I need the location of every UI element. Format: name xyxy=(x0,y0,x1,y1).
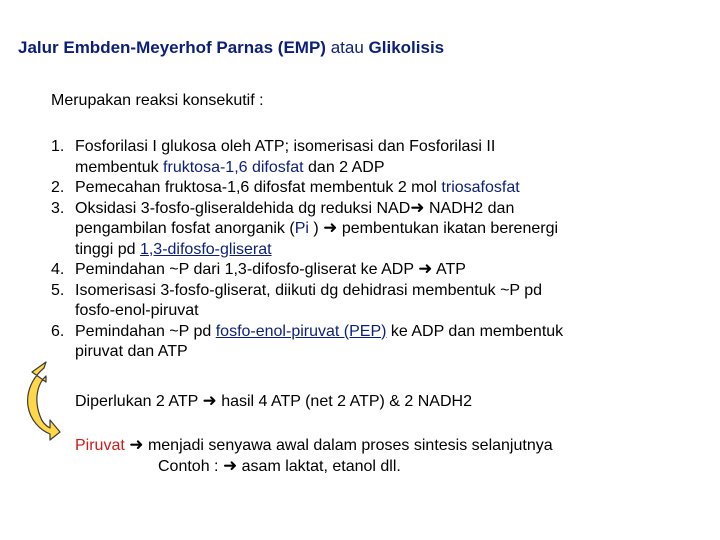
step-text: dan 2 ADP xyxy=(308,158,385,176)
example-text: asam laktat, etanol dll. xyxy=(241,458,401,475)
step-number: 6. xyxy=(51,322,65,340)
piruvat-text: menjadi senyawa awal dalam proses sintesis selanjutnya xyxy=(147,437,553,454)
step-text: Pemindahan ~P pd xyxy=(75,322,212,340)
piruvat-line xyxy=(75,436,553,455)
step-5-line-2: fosfo-enol-piruvat xyxy=(75,302,199,319)
example-line xyxy=(158,457,401,476)
step-2-line-1 xyxy=(75,178,520,199)
step-3 xyxy=(51,199,563,261)
step-text: pembentukan ikatan berenergi xyxy=(341,220,559,237)
step-text: tinggi pd xyxy=(75,240,136,258)
step-number: 3. xyxy=(51,199,65,217)
step-text: ) xyxy=(313,220,319,237)
step-text: ATP xyxy=(435,261,466,278)
step-4-line-1 xyxy=(75,260,466,281)
pi-term: Pi xyxy=(294,220,309,237)
step-5 xyxy=(51,281,563,322)
summary-text: Diperlukan 2 ATP xyxy=(75,393,199,410)
title-part-atau: atau xyxy=(330,38,364,57)
title-part-emp: Jalur Embden-Meyerhof Parnas (EMP) xyxy=(18,38,326,57)
step-3-line-2 xyxy=(75,219,558,240)
title-part-glikolisis: Glikolisis xyxy=(368,38,445,57)
step-4 xyxy=(51,260,563,281)
step-number: 1. xyxy=(51,138,65,155)
step-text: Pemecahan fruktosa-1,6 difosfat membentuk 2 mol xyxy=(75,179,437,196)
example-label: Contoh : xyxy=(158,458,219,475)
right-arrow-icon: ➜ xyxy=(418,259,433,278)
triosafosfat-term: triosafosfat xyxy=(441,179,520,196)
step-1-line-2 xyxy=(75,158,495,179)
step-6-line-1 xyxy=(75,322,563,343)
intro-text: Merupakan reaksi konsekutif : xyxy=(51,92,264,109)
step-1 xyxy=(51,137,563,178)
step-text: ke ADP dan membentuk xyxy=(390,322,564,340)
step-5-line-1: Isomerisasi 3-fosfo-gliserat, diikuti dg dehidrasi membentuk ~P pd xyxy=(75,281,543,299)
right-arrow-icon: ➜ xyxy=(129,435,144,454)
piruvat-term: Piruvat xyxy=(75,437,125,454)
right-arrow-icon: ➜ xyxy=(323,218,338,237)
step-text: Pemindahan ~P dari 1,3-difosfo-gliserat ke ADP xyxy=(75,261,414,278)
step-3-line-1 xyxy=(75,199,558,220)
step-number: 2. xyxy=(51,179,65,196)
fruktosa-difosfat-term: fruktosa-1,6 difosfat xyxy=(163,158,304,176)
right-arrow-icon: ➜ xyxy=(222,456,238,475)
difosfo-gliserat-link[interactable]: 1,3-difosfo-gliserat xyxy=(139,240,272,258)
summary-line xyxy=(75,392,472,411)
right-arrow-icon: ➜ xyxy=(202,391,217,410)
step-3-line-3 xyxy=(75,240,558,261)
step-1-line-1: Fosforilasi I glukosa oleh ATP; isomerisasi dan Fosforilasi II xyxy=(75,138,496,155)
pep-link[interactable]: fosfo-enol-piruvat (PEP) xyxy=(215,322,387,340)
step-6 xyxy=(51,322,563,363)
step-2 xyxy=(51,178,563,199)
step-number: 5. xyxy=(51,281,65,299)
right-arrow-icon: ➜ xyxy=(410,197,425,217)
step-text: NADH2 dan xyxy=(428,199,515,217)
page-title xyxy=(18,38,444,58)
step-6-line-2: piruvat dan ATP xyxy=(75,343,188,360)
step-text: pengambilan fosfat anorganik ( xyxy=(75,220,295,237)
step-number: 4. xyxy=(51,261,65,278)
curved-arrow-icon xyxy=(22,360,62,442)
reaction-steps-list xyxy=(51,137,563,363)
summary-text: hasil 4 ATP (net 2 ATP) & 2 NADH2 xyxy=(221,393,472,410)
step-text: membentuk xyxy=(75,158,159,176)
step-text: Oksidasi 3-fosfo-gliseraldehida dg reduksi NAD xyxy=(75,199,411,217)
